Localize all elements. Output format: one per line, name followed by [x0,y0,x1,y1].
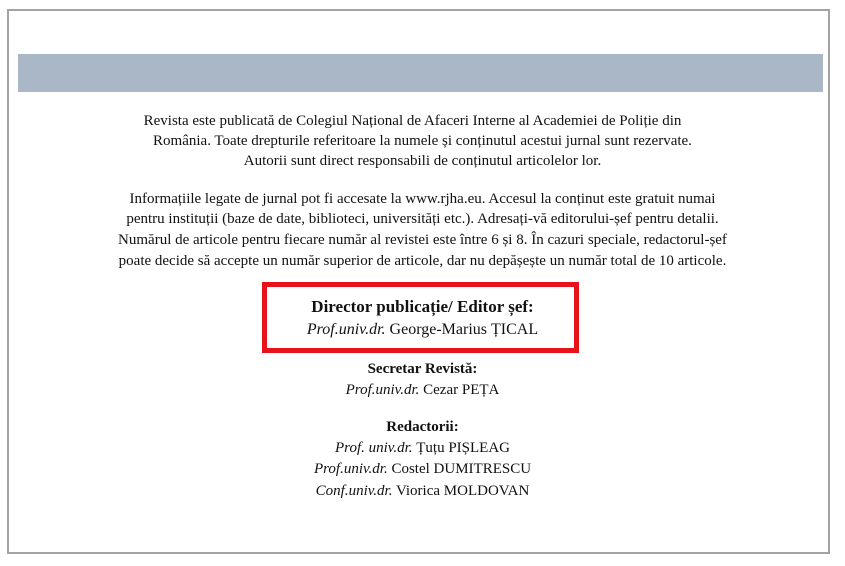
editor-title: Prof. univ.dr. [335,440,413,456]
header-band [18,54,823,92]
editor-row [0,481,845,501]
editor-row [0,459,845,479]
access-text-1: Informațiile legate de jurnal pot fi accesate la www.rjha.eu. Accesul la conținut este gratuit numai [129,191,716,207]
intro-paragraph-line-3 [0,151,845,171]
intro-text-3: Autorii sunt direct responsabili de conținutul articolelor lor. [243,153,602,169]
editor-name: Viorica MOLDOVAN [395,483,530,499]
access-paragraph-line-3 [0,230,845,250]
intro-text-1: Revista este publicată de Colegiul Național de Afaceri Interne al Academiei de Poliție din [143,113,682,129]
director-heading [0,297,845,317]
secretary-heading-text: Secretar Revistă: [367,361,478,377]
editor-name: Țuțu PIȘLEAG [416,440,510,456]
secretary-title: Prof.univ.dr. [345,382,420,398]
secretary-heading [0,359,845,379]
director-name: George-Marius ȚICAL [389,321,539,338]
director-highlight-box [262,282,579,353]
editors-heading-text: Redactorii: [386,419,459,435]
editor-row [0,438,845,458]
director-person [0,320,845,340]
access-text-3: Numărul de articole pentru fiecare număr al revistei este între 6 și 8. În cazuri speciale, redactorul-șef [118,232,727,248]
access-paragraph-line-1 [0,189,845,209]
director-title: Prof.univ.dr. [306,321,386,338]
director-heading-text: Director publicație/ Editor șef: [311,297,534,316]
editor-title: Prof.univ.dr. [313,461,388,477]
access-text-2: pentru instituții (baze de date, biblioteci, universități etc.). Adresați-vă editorului-șef pentru detalii. [126,211,719,227]
intro-paragraph-line-1 [0,111,845,131]
intro-paragraph-line-2 [0,131,845,151]
access-paragraph-line-4 [0,251,845,271]
access-text-4: poate decide să accepte un număr superior de articole, dar nu depășește un număr total de 10 articole. [118,253,727,269]
editor-title: Conf.univ.dr. [315,483,393,499]
intro-text-2: România. Toate drepturile referitoare la numele și conținutul acestui jurnal sunt rezervate. [153,133,692,149]
access-paragraph-line-2 [0,209,845,229]
secretary-name: Cezar PEȚA [423,382,500,398]
editors-heading [0,417,845,437]
secretary-person [0,380,845,400]
editor-name: Costel DUMITRESCU [391,461,532,477]
